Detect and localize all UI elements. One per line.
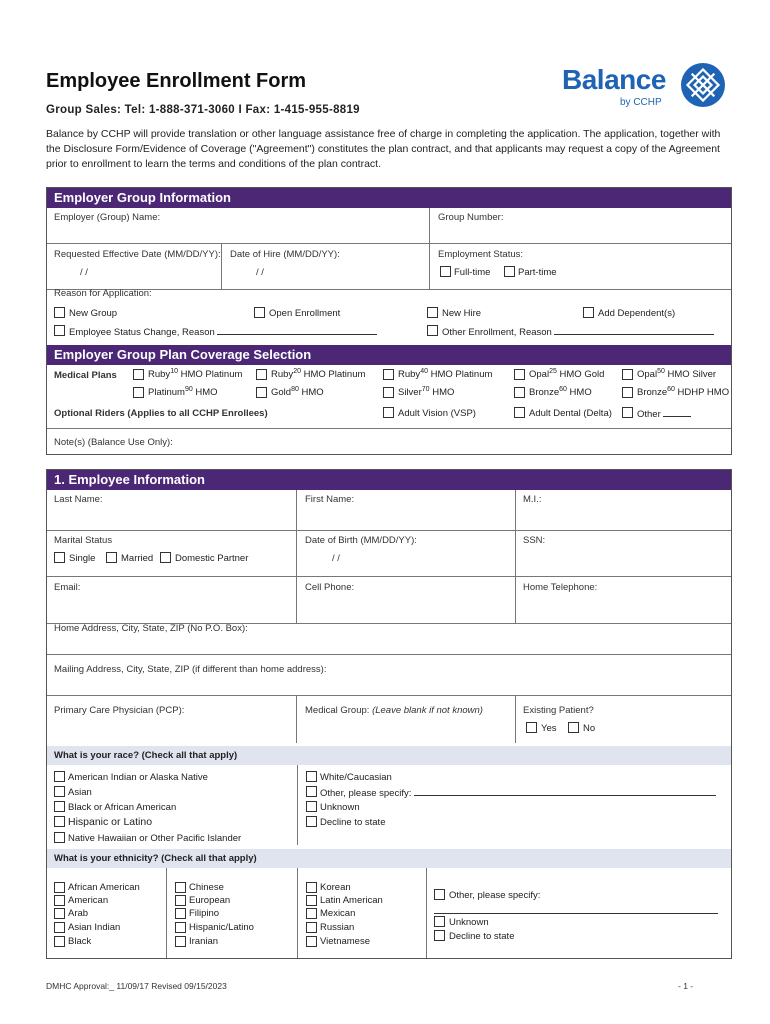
ruby40-checkbox[interactable] (383, 369, 394, 380)
eth-american-checkbox[interactable] (54, 895, 65, 906)
group-number-label: Group Number: (438, 212, 504, 223)
race-pacific-islander-label: Native Hawaiian or Other Pacific Islander (68, 833, 242, 844)
eth-decline-checkbox[interactable] (434, 930, 445, 941)
cell-phone-label: Cell Phone: (305, 582, 355, 593)
first-name-label: First Name: (305, 494, 355, 505)
adult-vision-checkbox[interactable] (383, 407, 394, 418)
race-american-indian-label: American Indian or Alaska Native (68, 772, 208, 783)
new-group-label: New Group (69, 308, 118, 319)
ssn-label: SSN: (523, 535, 546, 546)
other-rider-label: Other (637, 409, 661, 420)
new-hire-checkbox[interactable] (427, 307, 438, 318)
eth-vietnamese-label: Vietnamese (320, 936, 370, 947)
eth-decline-label: Decline to state (449, 931, 515, 942)
dob-input[interactable]: / / (332, 553, 340, 564)
diamond-lattice-icon (680, 62, 726, 108)
eth-latin-american-checkbox[interactable] (306, 895, 317, 906)
medical-plans-label: Medical Plans (54, 370, 117, 381)
race-asian-label: Asian (68, 787, 92, 798)
new-hire-label: New Hire (442, 308, 482, 319)
other-rider-checkbox[interactable] (622, 407, 633, 418)
eth-mexican-checkbox[interactable] (306, 908, 317, 919)
new-group-checkbox[interactable] (54, 307, 65, 318)
eth-unknown-label: Unknown (449, 917, 489, 928)
adult-vision-label: Adult Vision (VSP) (398, 408, 476, 419)
eth-iranian-checkbox[interactable] (175, 936, 186, 947)
group-name-label: Employer (Group) Name: (54, 212, 161, 223)
race-unknown-checkbox[interactable] (306, 801, 317, 812)
eth-african-american-checkbox[interactable] (54, 882, 65, 893)
single-checkbox[interactable] (54, 552, 65, 563)
eth-filipino-checkbox[interactable] (175, 908, 186, 919)
eth-european-checkbox[interactable] (175, 895, 186, 906)
bronze60-label: Bronze$^{60}$ HMO (529, 386, 592, 399)
eth-black-label: Black (68, 936, 92, 947)
eth-asian-indian-label: Asian Indian (68, 922, 121, 933)
race-other-label: Other, please specify: (320, 788, 412, 799)
other-enrollment-reason[interactable] (442, 326, 714, 338)
home-telephone-label: Home Telephone: (523, 582, 598, 593)
domestic-partner-checkbox[interactable] (160, 552, 171, 563)
gold80-label: Gold$^{80}$ HMO (271, 386, 324, 399)
notes-label: Note(s) (Balance Use Only): (54, 437, 173, 448)
group-sales-contact: Group Sales: Tel: 1-888-371-3060 I Fax: 1-415-955-8819 (46, 104, 360, 116)
race-hispanic-checkbox[interactable] (54, 816, 65, 827)
ruby20-label: Ruby$^{20}$ HMO Platinum (271, 368, 366, 381)
gold80-checkbox[interactable] (256, 387, 267, 398)
eth-russian-label: Russian (320, 922, 355, 933)
effective-date-input[interactable]: / / (80, 267, 88, 278)
add-dependents-label: Add Dependent(s) (598, 308, 676, 319)
page-number: - 1 - (678, 981, 694, 991)
employee-section (46, 469, 732, 959)
full-time-checkbox[interactable] (440, 266, 451, 277)
add-dependents-checkbox[interactable] (583, 307, 594, 318)
platinum90-checkbox[interactable] (133, 387, 144, 398)
eth-filipino-label: Filipino (189, 908, 220, 919)
eth-iranian-label: Iranian (189, 936, 219, 947)
eth-unknown-checkbox[interactable] (434, 916, 445, 927)
open-enrollment-label: Open Enrollment (269, 308, 341, 319)
platinum90-label: Platinum$^{90}$ HMO (148, 386, 218, 399)
plan-section-header: Employer Group Plan Coverage Selection (47, 345, 731, 365)
ruby40-label: Ruby$^{40}$ HMO Platinum (398, 368, 493, 381)
dob-label: Date of Birth (MM/DD/YY): (305, 535, 417, 546)
race-white-checkbox[interactable] (306, 771, 317, 782)
eth-hispanic-checkbox[interactable] (175, 922, 186, 933)
mailing-address-label: Mailing Address, City, State, ZIP (if different than home address): (54, 664, 327, 675)
hire-date-input[interactable]: / / (256, 267, 264, 278)
eth-mexican-label: Mexican (320, 908, 356, 919)
opal50-label: Opal$^{50}$ HMO Silver (637, 368, 717, 381)
medical-group-label: Medical Group: (Leave blank if not known) (305, 705, 483, 716)
race-hispanic-label: Hispanic or Latino (68, 816, 153, 828)
email-label: Email: (54, 582, 81, 593)
race-asian-checkbox[interactable] (54, 786, 65, 797)
eth-other-checkbox[interactable] (434, 889, 445, 900)
employer-section-header: Employer Group Information (47, 188, 731, 208)
race-pacific-islander-checkbox[interactable] (54, 832, 65, 843)
eth-chinese-label: Chinese (189, 882, 224, 893)
ruby10-checkbox[interactable] (133, 369, 144, 380)
bronze60-hdhp-checkbox[interactable] (622, 387, 633, 398)
eth-african-american-label: African American (68, 882, 140, 893)
silver70-label: Silver$^{70}$ HMO (398, 386, 455, 399)
race-black-checkbox[interactable] (54, 801, 65, 812)
logo-subtitle: by CCHP (620, 97, 662, 108)
eth-american-label: American (68, 895, 109, 906)
existing-no-label: No (583, 723, 596, 734)
hire-date-label: Date of Hire (MM/DD/YY): (230, 249, 340, 260)
existing-yes-label: Yes (541, 723, 557, 734)
other-enrollment-label: Other Enrollment, Reason (442, 327, 552, 338)
eth-arab-checkbox[interactable] (54, 908, 65, 919)
employer-section (46, 187, 732, 455)
employee-section-header: 1. Employee Information (47, 470, 731, 490)
eth-latin-american-label: Latin American (320, 895, 383, 906)
race-black-label: Black or African American (68, 802, 177, 813)
marital-status-label: Marital Status (54, 535, 113, 546)
eth-black-checkbox[interactable] (54, 936, 65, 947)
domestic-partner-label: Domestic Partner (175, 553, 249, 564)
ruby20-checkbox[interactable] (256, 369, 267, 380)
opal25-label: Opal$^{25}$ HMO Gold (529, 368, 605, 381)
race-header: What is your race? (Check all that apply) (47, 746, 731, 765)
other-rider-field[interactable] (637, 408, 691, 420)
adult-dental-label: Adult Dental (Delta) (529, 408, 612, 419)
page-title: Employee Enrollment Form (46, 70, 307, 92)
pcp-label: Primary Care Physician (PCP): (54, 705, 185, 716)
eth-other-specify-line[interactable] (434, 913, 718, 914)
full-time-label: Full-time (454, 267, 491, 278)
part-time-checkbox[interactable] (504, 266, 515, 277)
employment-status-label: Employment Status: (438, 249, 524, 260)
eth-russian-checkbox[interactable] (306, 922, 317, 933)
dmhc-approval-text: DMHC Approval:_ 11/09/17 Revised 09/15/2023 (46, 981, 227, 991)
mi-label: M.I.: (523, 494, 542, 505)
race-white-label: White/Caucasian (320, 772, 392, 783)
last-name-label: Last Name: (54, 494, 103, 505)
existing-patient-label: Existing Patient? (523, 705, 594, 716)
married-checkbox[interactable] (106, 552, 117, 563)
married-label: Married (121, 553, 154, 564)
opal50-checkbox[interactable] (622, 369, 633, 380)
eth-korean-checkbox[interactable] (306, 882, 317, 893)
eth-arab-label: Arab (68, 908, 89, 919)
effective-date-label: Requested Effective Date (MM/DD/YY): (54, 249, 221, 260)
reason-label: Reason for Application: (54, 288, 152, 299)
other-enrollment-checkbox[interactable] (427, 325, 438, 336)
race-american-indian-checkbox[interactable] (54, 771, 65, 782)
race-other-field[interactable] (320, 787, 716, 799)
intro-paragraph: Balance by CCHP will provide translation or other language assistance free of charge in completing the application. The application, together with the Disclosure Form/Evidence of Coverage ("Agreement") constitutes the plan contract, and that applicants may request a copy of the Agreement prior to enrollment to learn the terms and conditions of the plan contract. (46, 128, 721, 170)
eth-hispanic-label: Hispanic/Latino (189, 922, 254, 933)
balance-logo (556, 62, 726, 112)
bronze60-checkbox[interactable] (514, 387, 525, 398)
silver70-checkbox[interactable] (383, 387, 394, 398)
ethnicity-header: What is your ethnicity? (Check all that apply) (47, 849, 731, 868)
race-decline-checkbox[interactable] (306, 816, 317, 827)
status-change-checkbox[interactable] (54, 325, 65, 336)
status-change-reason[interactable] (69, 326, 377, 338)
home-address-label: Home Address, City, State, ZIP (No P.O. Box): (54, 623, 248, 634)
logo-wordmark: Balance (562, 64, 666, 95)
eth-european-label: European (189, 895, 231, 906)
adult-dental-checkbox[interactable] (514, 407, 525, 418)
eth-vietnamese-checkbox[interactable] (306, 936, 317, 947)
eth-korean-label: Korean (320, 882, 351, 893)
status-change-label: Employee Status Change, Reason (69, 327, 215, 338)
eth-chinese-checkbox[interactable] (175, 882, 186, 893)
race-other-checkbox[interactable] (306, 786, 317, 797)
bronze60-hdhp-label: Bronze$^{60}$ HDHP HMO (637, 386, 730, 399)
optional-riders-label: Optional Riders (Applies to all CCHP Enrollees) (54, 408, 268, 419)
race-unknown-label: Unknown (320, 802, 360, 813)
race-decline-label: Decline to state (320, 817, 386, 828)
eth-other-label: Other, please specify: (449, 890, 541, 901)
eth-asian-indian-checkbox[interactable] (54, 922, 65, 933)
ruby10-label: Ruby$^{10}$ HMO Platinum (148, 368, 243, 381)
part-time-label: Part-time (518, 267, 557, 278)
open-enrollment-checkbox[interactable] (254, 307, 265, 318)
existing-no-checkbox[interactable] (568, 722, 579, 733)
existing-yes-checkbox[interactable] (526, 722, 537, 733)
opal25-checkbox[interactable] (514, 369, 525, 380)
single-label: Single (69, 553, 96, 564)
